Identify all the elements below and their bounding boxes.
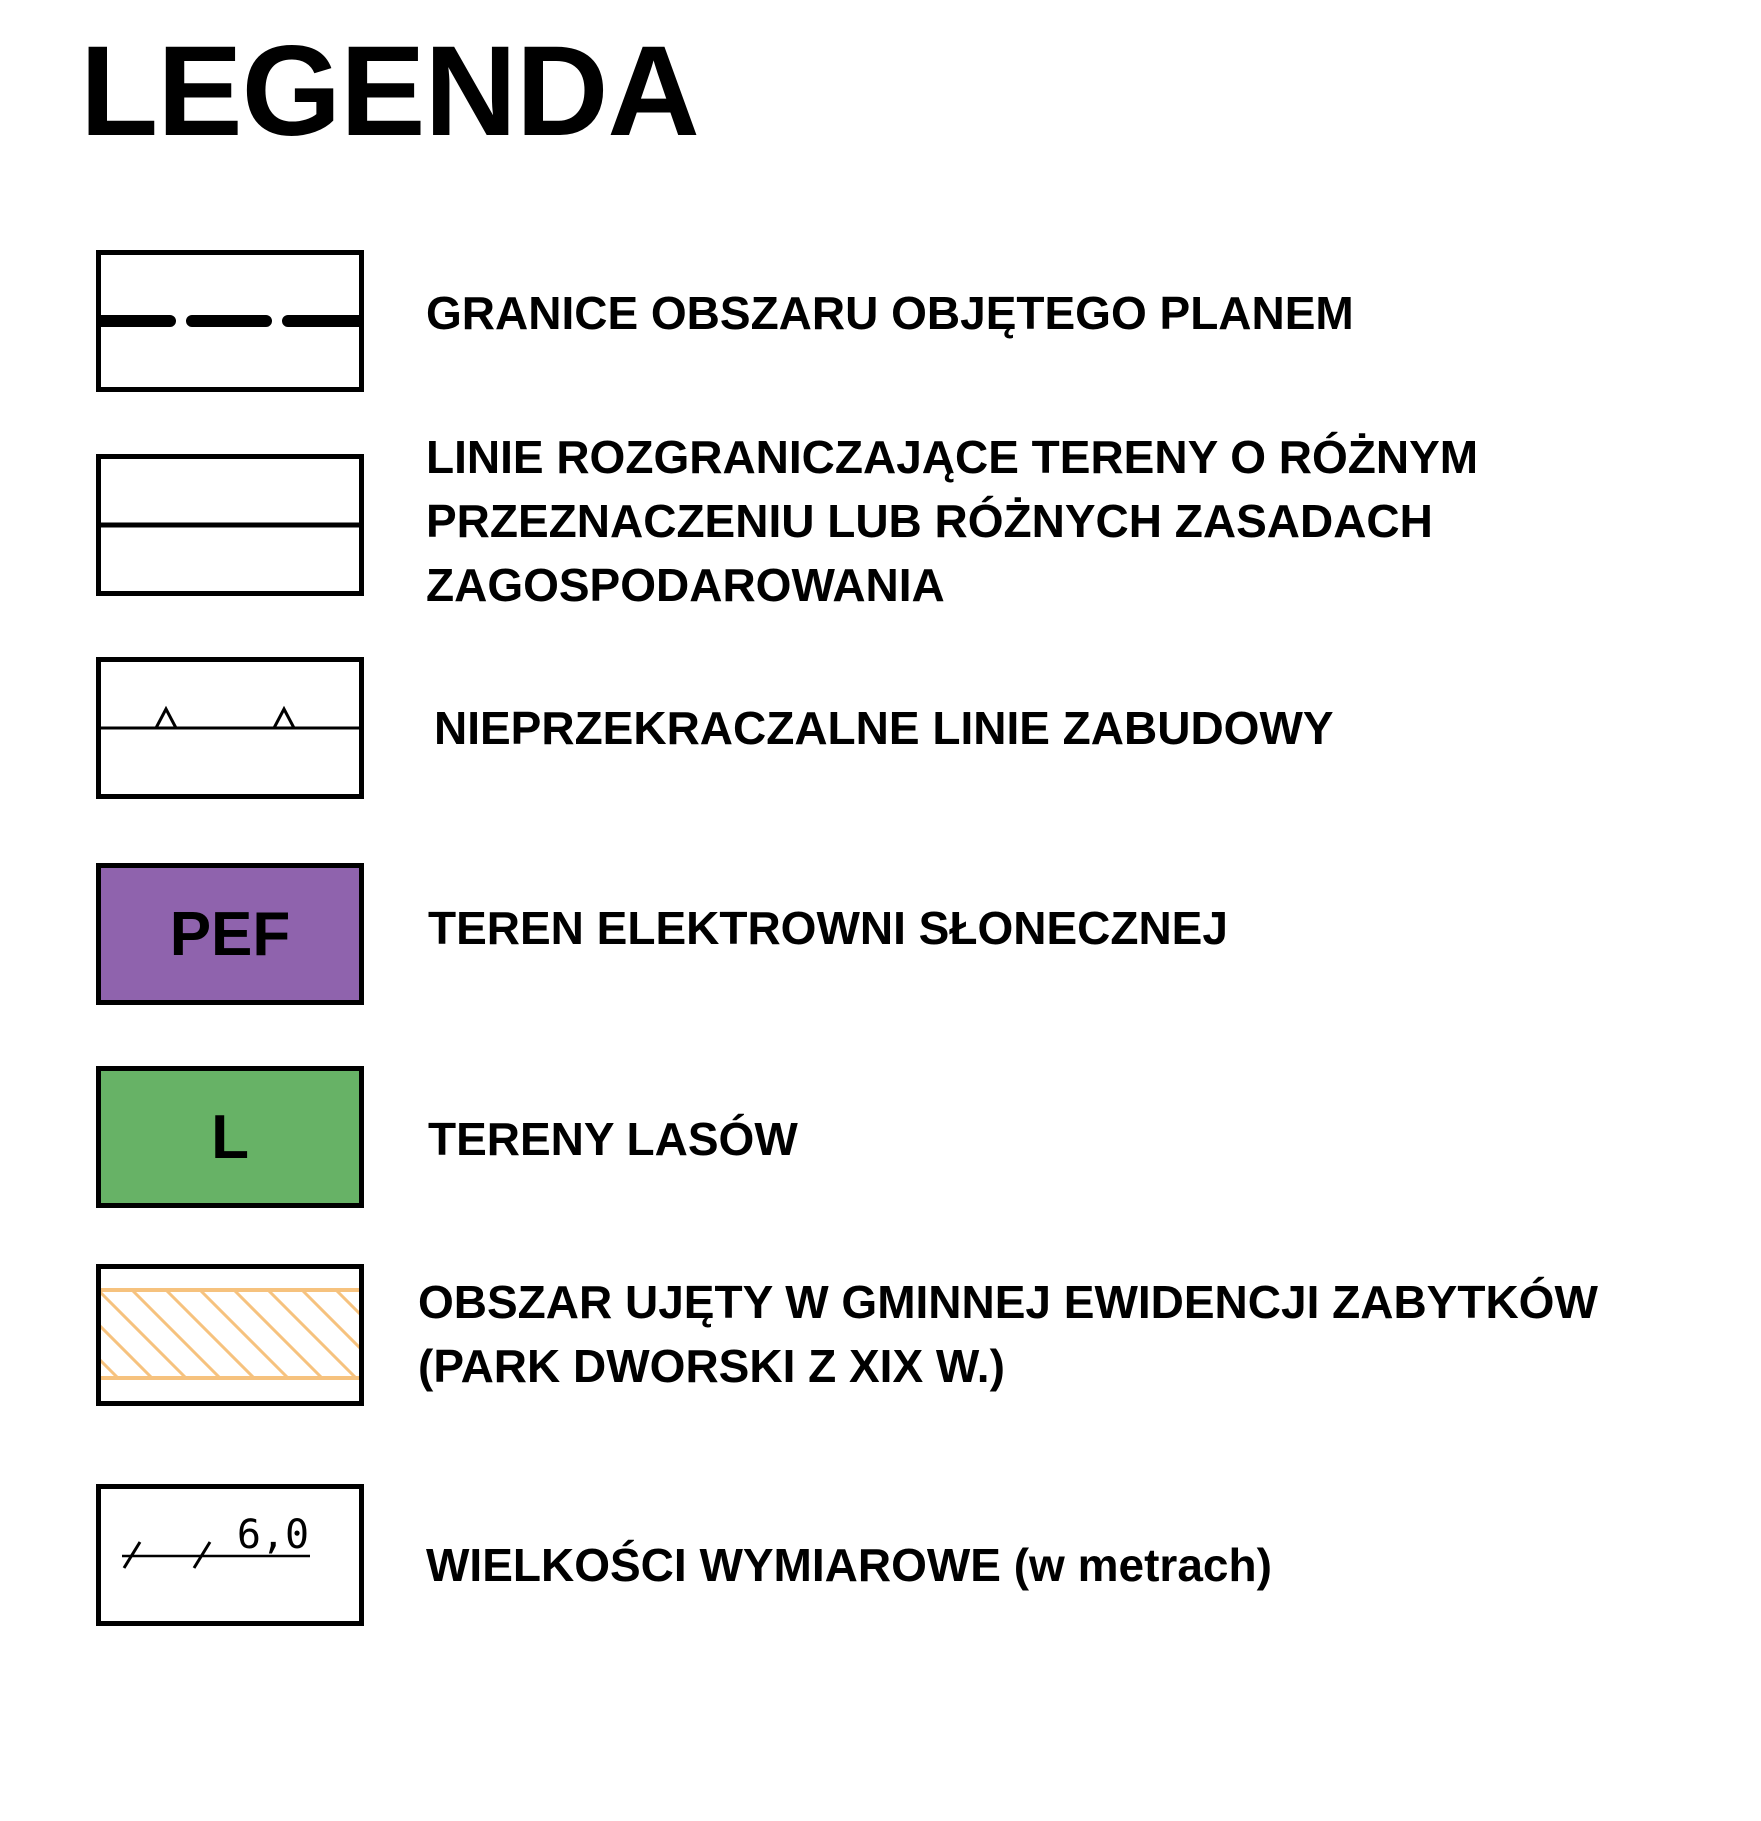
- legend-item-forests: [428, 1107, 798, 1171]
- dimension-symbol: [96, 1484, 364, 1626]
- building-line-icon: [96, 657, 364, 799]
- legend-item-boundary: [426, 281, 1354, 345]
- hatched-area-icon: [96, 1264, 364, 1406]
- pef-area-icon: [96, 863, 364, 1005]
- legend-label-line: WIELKOŚCI WYMIAROWE (w metrach): [426, 1539, 1272, 1591]
- building-line-symbol: [96, 657, 364, 799]
- legend-label-line: TERENY LASÓW: [428, 1113, 798, 1165]
- legend-label-line: LINIE ROZGRANICZAJĄCE TERENY O RÓŻNYM: [426, 431, 1479, 483]
- boundary-line-icon: [96, 250, 364, 392]
- forest-area-icon: [96, 1066, 364, 1208]
- boundary-line-symbol: [96, 250, 364, 392]
- legend-label-line: ZAGOSPODAROWANIA: [426, 559, 945, 611]
- legend-title: LEGENDA: [80, 20, 699, 163]
- legend-item-dimensions: [426, 1533, 1272, 1597]
- legend-label-line: OBSZAR UJĘTY W GMINNEJ EWIDENCJI ZABYTKÓW: [418, 1276, 1598, 1328]
- legend-label-line: PRZEZNACZENIU LUB RÓŻNYCH ZASADACH: [426, 495, 1433, 547]
- forest-area-code: L: [211, 1103, 249, 1172]
- legend-label-line: (PARK DWORSKI Z XIX W.): [418, 1340, 1005, 1392]
- dimension-value: 6,0: [236, 1512, 310, 1558]
- legend-item-solar-plant: [428, 896, 1228, 960]
- dimension-line-icon: [96, 1484, 364, 1626]
- dividing-line-icon: [96, 454, 364, 596]
- dividing-line-symbol: [96, 454, 364, 596]
- legend-label-line: NIEPRZEKRACZALNE LINIE ZABUDOWY: [434, 702, 1334, 754]
- legend-item-building-lines: [434, 696, 1334, 760]
- pef-area-code: PEF: [169, 900, 291, 969]
- legend-item-heritage: [418, 1270, 1598, 1398]
- heritage-area-symbol: [96, 1264, 364, 1406]
- legend-label-line: TEREN ELEKTROWNI SŁONECZNEJ: [428, 902, 1228, 954]
- legend-item-dividing-lines: [426, 425, 1478, 617]
- legend-label-line: GRANICE OBSZARU OBJĘTEGO PLANEM: [426, 287, 1354, 339]
- pef-area-symbol: [96, 863, 364, 1005]
- forest-area-symbol: [96, 1066, 364, 1208]
